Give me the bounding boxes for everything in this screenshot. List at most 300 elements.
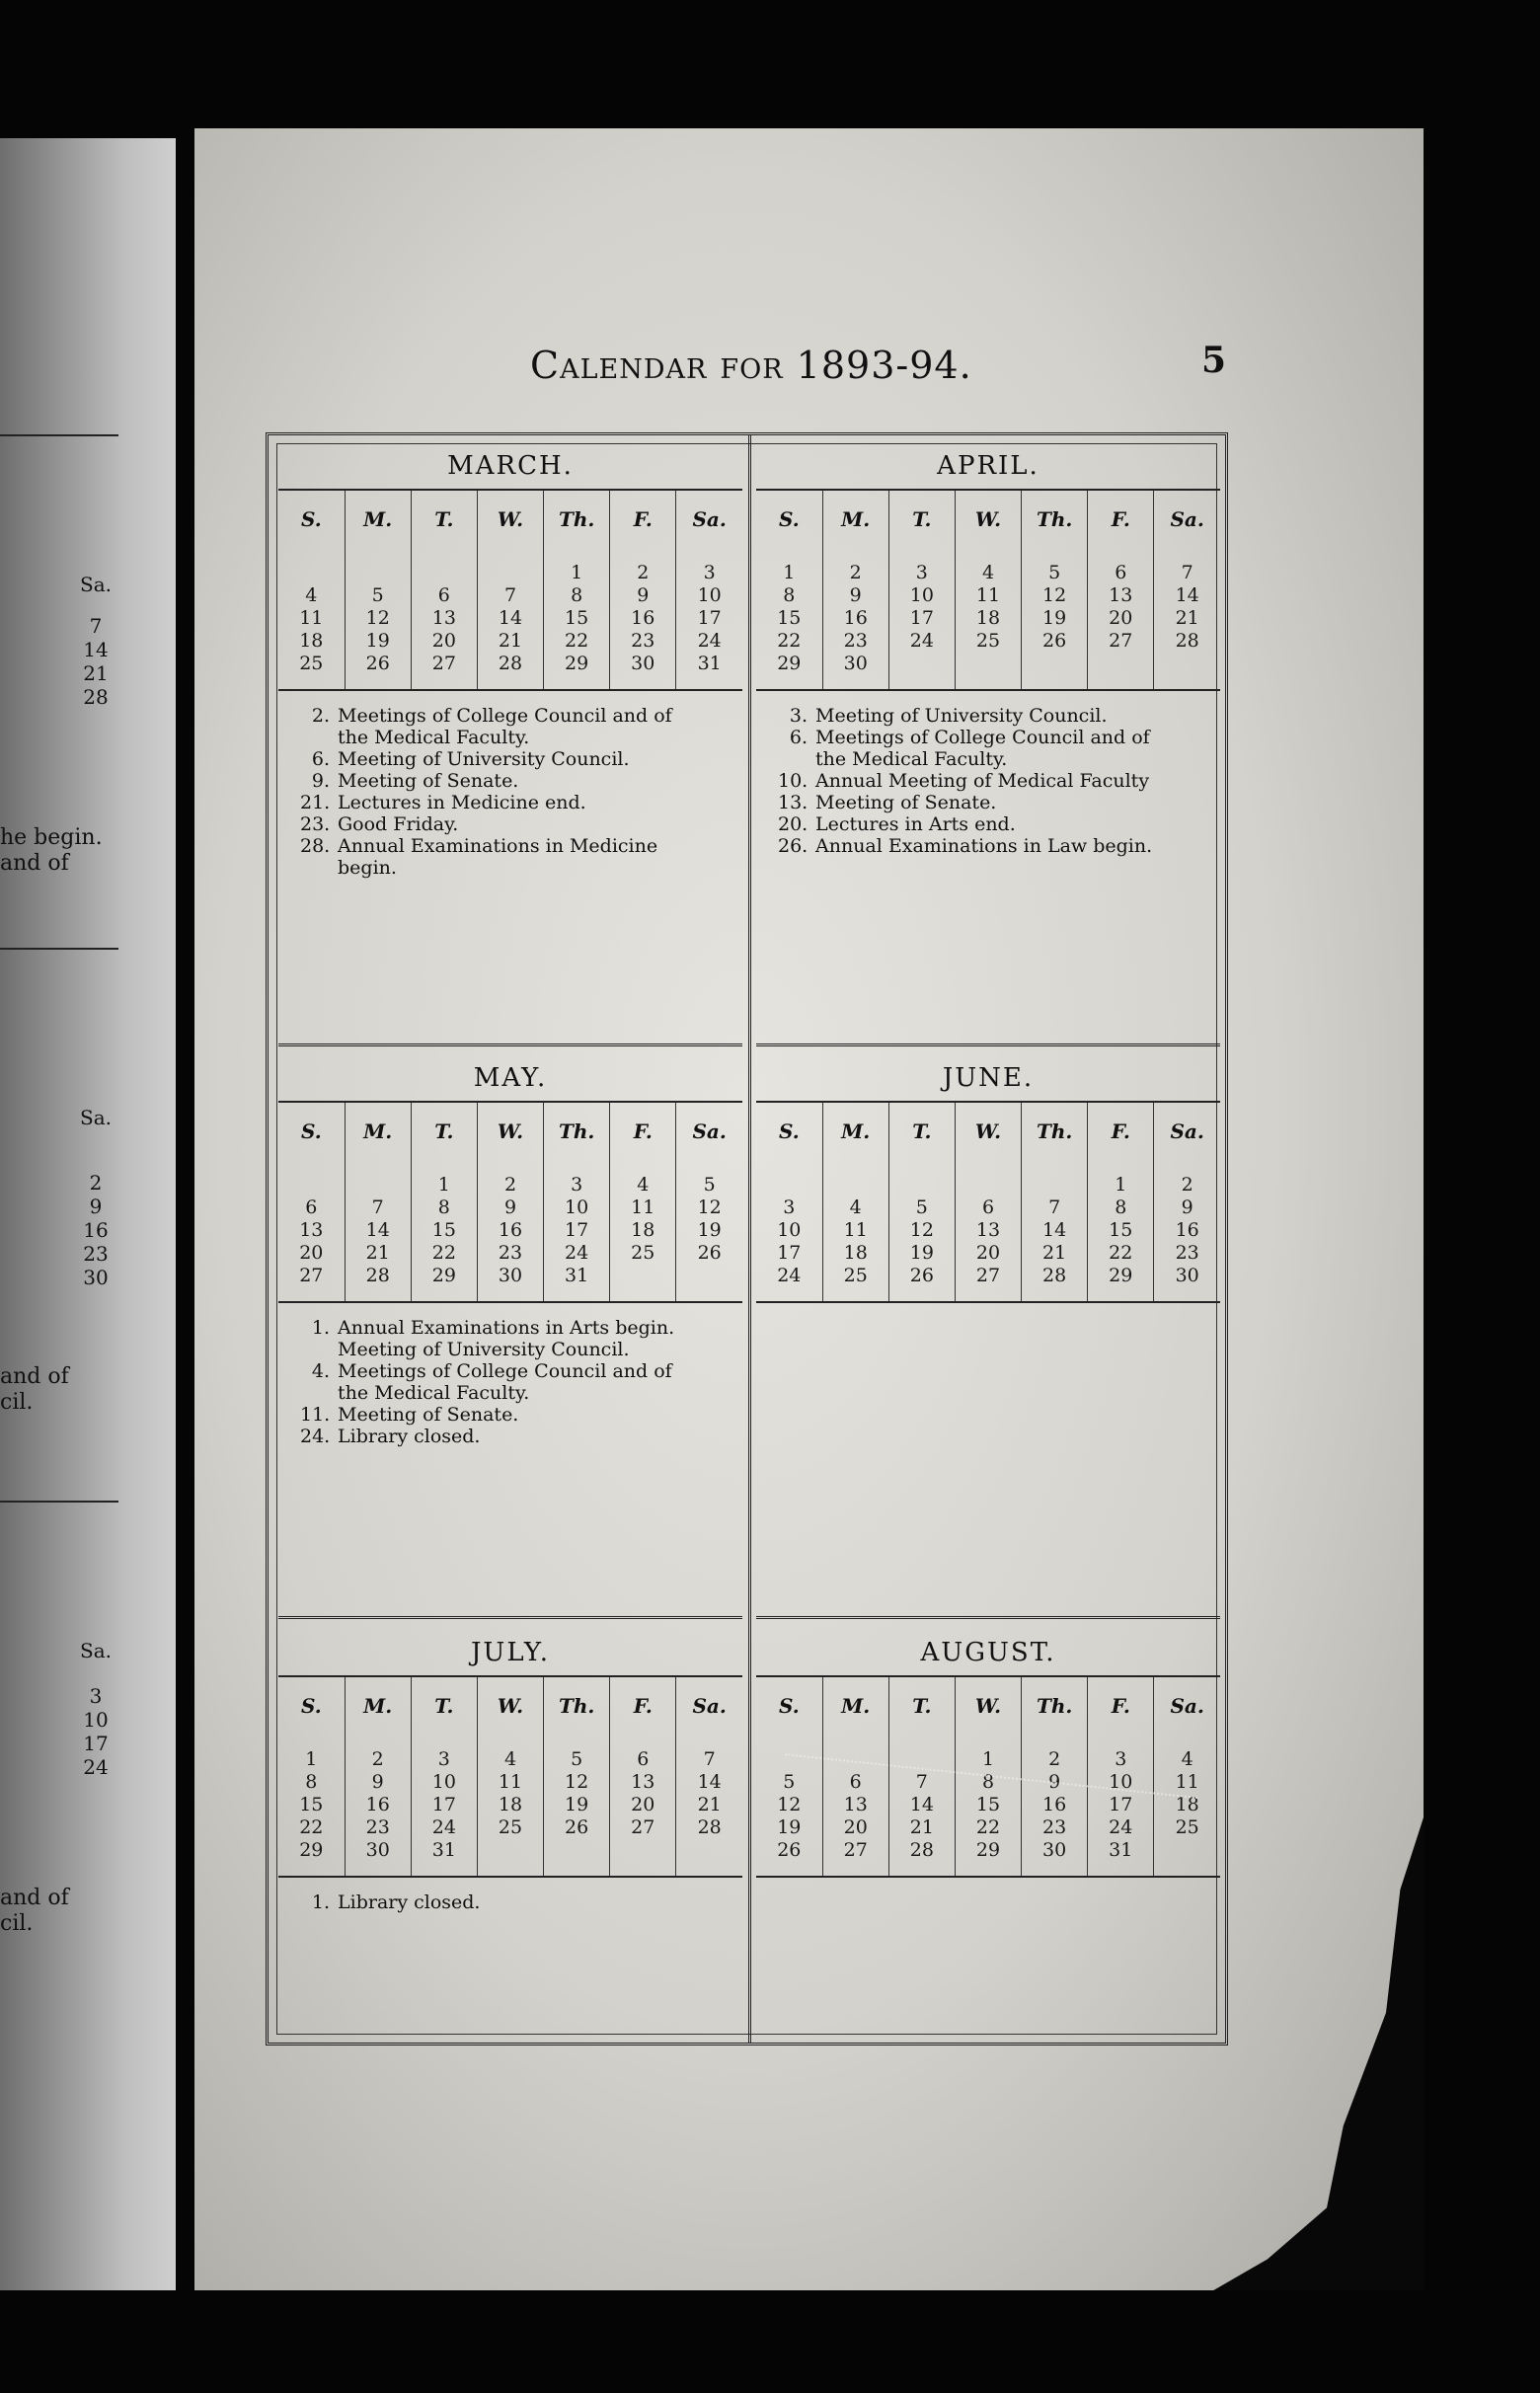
calendar-grid bbox=[278, 1675, 742, 1878]
week-row bbox=[756, 1265, 1220, 1287]
day-cell: 26 bbox=[1022, 630, 1088, 653]
left-sa-header-3: Sa. bbox=[80, 1639, 112, 1662]
weekday-header: S. bbox=[300, 1119, 322, 1143]
month-notes bbox=[278, 691, 742, 879]
day-cell: 12 bbox=[345, 607, 411, 630]
day-cell: 8 bbox=[544, 584, 610, 607]
day-cell: 25 bbox=[299, 653, 324, 674]
note-day: 24. bbox=[300, 1426, 331, 1447]
day-cell: 2 bbox=[1154, 1174, 1220, 1196]
weekday-header: Sa. bbox=[676, 490, 742, 548]
left-day: 28 bbox=[83, 685, 109, 709]
left-note-fragment: and of bbox=[0, 1364, 69, 1389]
day-cell: 27 bbox=[1088, 630, 1154, 653]
day-cell: 4 bbox=[822, 1196, 888, 1219]
calendar-page bbox=[194, 128, 1424, 2290]
note-text: Annual Examinations in Medicine bbox=[338, 835, 658, 857]
day-cell: 17 bbox=[777, 1242, 802, 1264]
day-cell: 10 bbox=[676, 584, 742, 607]
month-notes bbox=[756, 691, 1220, 857]
day-cell: 3 bbox=[783, 1196, 796, 1218]
day-cell: 3 bbox=[411, 1748, 477, 1771]
weekday-header: T. bbox=[411, 1676, 477, 1735]
day-cell: 30 bbox=[477, 1265, 543, 1287]
weekday-header: S. bbox=[778, 507, 800, 531]
weekday-header: Th. bbox=[544, 1102, 610, 1160]
day-cell bbox=[544, 1839, 610, 1862]
day-cell: 21 bbox=[477, 630, 543, 653]
day-cell: 28 bbox=[676, 1816, 742, 1839]
day-cell: 29 bbox=[1088, 1265, 1154, 1287]
weekday-header: Th. bbox=[1022, 1102, 1088, 1160]
calendar-grid bbox=[278, 1101, 742, 1303]
left-day: 24 bbox=[83, 1755, 109, 1779]
month-march bbox=[278, 443, 742, 879]
week-row bbox=[278, 1794, 742, 1816]
day-cell: 11 bbox=[477, 1771, 543, 1794]
day-cell bbox=[411, 562, 477, 584]
week-row bbox=[756, 1174, 1220, 1196]
weekday-header: S. bbox=[300, 507, 322, 531]
day-cell: 29 bbox=[955, 1839, 1021, 1862]
day-cell: 6 bbox=[1088, 562, 1154, 584]
day-cell: 24 bbox=[888, 630, 955, 653]
day-cell: 29 bbox=[544, 653, 610, 675]
weekday-header: F. bbox=[1088, 1676, 1154, 1735]
weekday-header: W. bbox=[955, 1676, 1021, 1735]
weekday-header: W. bbox=[955, 490, 1021, 548]
note-text: Meeting of Senate. bbox=[815, 792, 997, 813]
week-row bbox=[756, 1196, 1220, 1219]
day-cell: 18 bbox=[610, 1219, 676, 1242]
day-cell: 7 bbox=[1022, 1196, 1088, 1219]
weekday-header: T. bbox=[888, 1102, 955, 1160]
left-day: 10 bbox=[83, 1708, 109, 1732]
day-cell: 24 bbox=[544, 1242, 610, 1265]
day-cell: 16 bbox=[822, 607, 888, 630]
week-row bbox=[278, 1265, 742, 1287]
day-cell bbox=[955, 653, 1021, 675]
weekday-header: F. bbox=[1088, 1102, 1154, 1160]
day-cell: 9 bbox=[822, 584, 888, 607]
week-row bbox=[278, 653, 742, 675]
day-cell: 5 bbox=[676, 1174, 742, 1196]
day-cell: 9 bbox=[610, 584, 676, 607]
left-sa-header-2: Sa. bbox=[80, 1106, 112, 1129]
note-text: Meetings of College Council and of bbox=[338, 705, 672, 727]
day-cell: 12 bbox=[1022, 584, 1088, 607]
day-cell: 11 bbox=[610, 1196, 676, 1219]
day-cell: 28 bbox=[1154, 630, 1220, 653]
day-cell: 10 bbox=[544, 1196, 610, 1219]
day-cell: 10 bbox=[888, 584, 955, 607]
note-text: Meeting of Senate. bbox=[338, 770, 519, 792]
day-cell: 2 bbox=[610, 562, 676, 584]
note-item bbox=[778, 835, 1220, 857]
day-cell: 8 bbox=[1088, 1196, 1154, 1219]
month-title: APRIL. bbox=[937, 451, 1040, 481]
month-july bbox=[278, 1630, 742, 1913]
note-day: 6. bbox=[311, 748, 330, 770]
weekday-header: M. bbox=[345, 490, 411, 548]
note-continuation: begin. bbox=[338, 857, 397, 879]
day-cell bbox=[345, 1174, 411, 1196]
month-april bbox=[756, 443, 1220, 857]
day-cell: 15 bbox=[411, 1219, 477, 1242]
torn-corner bbox=[1196, 1787, 1424, 2290]
day-cell: 5 bbox=[888, 1196, 955, 1219]
day-cell: 15 bbox=[1088, 1219, 1154, 1242]
day-cell bbox=[1154, 1839, 1220, 1862]
day-cell bbox=[278, 562, 345, 584]
day-cell: 1 bbox=[955, 1748, 1021, 1771]
day-cell bbox=[822, 1174, 888, 1196]
left-notes-1 bbox=[0, 825, 103, 877]
weekday-header: M. bbox=[345, 1102, 411, 1160]
month-notes bbox=[278, 1303, 742, 1447]
day-cell: 5 bbox=[345, 584, 411, 607]
week-row bbox=[756, 584, 1220, 607]
day-cell: 21 bbox=[676, 1794, 742, 1816]
day-cell: 19 bbox=[676, 1219, 742, 1242]
day-cell: 21 bbox=[1022, 1242, 1088, 1265]
day-cell bbox=[477, 562, 543, 584]
day-cell: 5 bbox=[1022, 562, 1088, 584]
note-item bbox=[300, 748, 742, 770]
weekday-header: F. bbox=[610, 1676, 676, 1735]
day-cell: 1 bbox=[783, 562, 796, 583]
left-notes-3 bbox=[0, 1886, 69, 1937]
day-cell: 23 bbox=[345, 1816, 411, 1839]
day-cell: 24 bbox=[411, 1816, 477, 1839]
note-text: Annual Examinations in Law begin. bbox=[815, 835, 1153, 857]
weekday-header: Sa. bbox=[1154, 1676, 1220, 1735]
week-row bbox=[756, 1839, 1220, 1862]
left-day: 16 bbox=[83, 1218, 109, 1242]
day-cell: 4 bbox=[1154, 1748, 1220, 1771]
day-cell: 26 bbox=[676, 1242, 742, 1265]
note-item bbox=[300, 1360, 742, 1382]
day-cell: 13 bbox=[955, 1219, 1021, 1242]
day-cell: 25 bbox=[610, 1242, 676, 1265]
weekday-header: S. bbox=[778, 1694, 800, 1718]
left-note-fragment: he begin. bbox=[0, 825, 103, 850]
day-cell: 29 bbox=[777, 653, 802, 674]
day-cell: 27 bbox=[955, 1265, 1021, 1287]
day-cell: 21 bbox=[888, 1816, 955, 1839]
weekday-header: M. bbox=[345, 1676, 411, 1735]
day-cell: 24 bbox=[777, 1265, 802, 1286]
left-note-fragment: and of bbox=[0, 851, 69, 876]
day-cell: 12 bbox=[544, 1771, 610, 1794]
note-text: Library closed. bbox=[338, 1426, 481, 1447]
left-day: 9 bbox=[89, 1195, 103, 1218]
weekday-header: M. bbox=[822, 490, 888, 548]
note-day: 4. bbox=[311, 1360, 330, 1382]
weekday-header: T. bbox=[888, 490, 955, 548]
day-cell: 16 bbox=[1022, 1794, 1088, 1816]
day-cell: 10 bbox=[411, 1771, 477, 1794]
day-cell: 20 bbox=[411, 630, 477, 653]
day-cell: 14 bbox=[1022, 1219, 1088, 1242]
week-row bbox=[278, 1816, 742, 1839]
day-cell: 23 bbox=[1154, 1242, 1220, 1265]
weekday-header: S. bbox=[300, 1694, 322, 1718]
day-cell: 22 bbox=[1088, 1242, 1154, 1265]
note-day: 21. bbox=[300, 792, 331, 813]
day-cell bbox=[610, 1265, 676, 1287]
day-cell: 9 bbox=[477, 1196, 543, 1219]
calendar-grid bbox=[278, 489, 742, 691]
left-col-3 bbox=[22, 1684, 170, 1779]
day-cell: 22 bbox=[544, 630, 610, 653]
day-cell: 6 bbox=[305, 1196, 318, 1218]
weekday-header: T. bbox=[888, 1676, 955, 1735]
day-cell: 19 bbox=[345, 630, 411, 653]
day-cell: 14 bbox=[888, 1794, 955, 1816]
day-cell: 10 bbox=[1088, 1771, 1154, 1794]
day-cell bbox=[676, 1265, 742, 1287]
note-day: 11. bbox=[300, 1404, 331, 1426]
day-cell: 19 bbox=[888, 1242, 955, 1265]
day-cell: 28 bbox=[345, 1265, 411, 1287]
day-cell: 21 bbox=[1154, 607, 1220, 630]
week-row bbox=[278, 630, 742, 653]
day-cell: 13 bbox=[610, 1771, 676, 1794]
day-cell: 20 bbox=[1088, 607, 1154, 630]
day-cell: 29 bbox=[411, 1265, 477, 1287]
day-cell: 26 bbox=[777, 1839, 802, 1861]
note-day: 13. bbox=[778, 792, 808, 813]
day-cell: 5 bbox=[544, 1748, 610, 1771]
weekday-header: S. bbox=[778, 1119, 800, 1143]
weekday-header: F. bbox=[1088, 490, 1154, 548]
note-item bbox=[300, 835, 742, 857]
note-day: 23. bbox=[300, 813, 331, 835]
day-cell: 23 bbox=[477, 1242, 543, 1265]
day-cell: 1 bbox=[305, 1748, 318, 1770]
day-cell: 13 bbox=[411, 607, 477, 630]
day-cell: 14 bbox=[477, 607, 543, 630]
note-item bbox=[300, 705, 742, 727]
day-cell bbox=[955, 1174, 1021, 1196]
day-cell bbox=[1022, 653, 1088, 675]
left-day: 2 bbox=[89, 1171, 103, 1195]
note-text: Lectures in Arts end. bbox=[815, 813, 1016, 835]
note-continuation: the Medical Faculty. bbox=[815, 748, 1008, 770]
day-cell: 6 bbox=[610, 1748, 676, 1771]
day-cell: 17 bbox=[1088, 1794, 1154, 1816]
day-cell: 25 bbox=[1154, 1816, 1220, 1839]
day-cell: 8 bbox=[411, 1196, 477, 1219]
day-cell: 6 bbox=[822, 1771, 888, 1794]
day-cell: 9 bbox=[1154, 1196, 1220, 1219]
week-row bbox=[756, 630, 1220, 653]
week-row bbox=[756, 1242, 1220, 1265]
day-cell: 14 bbox=[676, 1771, 742, 1794]
day-cell: 22 bbox=[955, 1816, 1021, 1839]
day-cell: 24 bbox=[1088, 1816, 1154, 1839]
day-cell bbox=[1154, 653, 1220, 675]
note-day: 10. bbox=[778, 770, 808, 792]
weekday-header: T. bbox=[411, 1102, 477, 1160]
page-header bbox=[194, 340, 1424, 393]
day-cell: 4 bbox=[610, 1174, 676, 1196]
weekday-header: M. bbox=[822, 1102, 888, 1160]
weekday-header: Th. bbox=[1022, 1676, 1088, 1735]
week-row bbox=[756, 562, 1220, 584]
day-cell bbox=[888, 1174, 955, 1196]
note-text: Annual Meeting of Medical Faculty bbox=[815, 770, 1150, 792]
note-text: Meetings of College Council and of bbox=[815, 727, 1150, 748]
left-day: 21 bbox=[83, 661, 109, 685]
column-divider bbox=[748, 435, 751, 2043]
day-cell bbox=[1022, 1174, 1088, 1196]
month-june bbox=[756, 1055, 1220, 1317]
page-number: 5 bbox=[1201, 340, 1227, 381]
day-cell: 25 bbox=[822, 1265, 888, 1287]
day-cell: 24 bbox=[676, 630, 742, 653]
left-notes-2 bbox=[0, 1364, 69, 1416]
day-cell: 7 bbox=[477, 584, 543, 607]
day-cell: 17 bbox=[888, 607, 955, 630]
week-row bbox=[756, 607, 1220, 630]
day-cell: 11 bbox=[299, 607, 324, 629]
note-item bbox=[300, 770, 742, 792]
day-cell: 7 bbox=[888, 1771, 955, 1794]
day-cell: 23 bbox=[610, 630, 676, 653]
note-day: 3. bbox=[789, 705, 808, 727]
note-text: Good Friday. bbox=[338, 813, 459, 835]
calendar-grid bbox=[756, 489, 1220, 691]
day-cell: 5 bbox=[783, 1771, 796, 1793]
weekday-header: F. bbox=[610, 490, 676, 548]
left-day: 7 bbox=[89, 614, 103, 638]
day-cell: 26 bbox=[888, 1265, 955, 1287]
day-cell: 8 bbox=[305, 1771, 318, 1793]
day-cell: 2 bbox=[477, 1174, 543, 1196]
day-cell: 3 bbox=[1088, 1748, 1154, 1771]
note-item bbox=[778, 813, 1220, 835]
left-day: 3 bbox=[89, 1684, 103, 1708]
day-cell: 27 bbox=[822, 1839, 888, 1862]
day-cell: 31 bbox=[676, 653, 742, 675]
note-item bbox=[300, 1317, 742, 1339]
day-cell: 13 bbox=[822, 1794, 888, 1816]
day-cell: 30 bbox=[345, 1839, 411, 1862]
day-cell: 23 bbox=[1022, 1816, 1088, 1839]
day-cell: 17 bbox=[544, 1219, 610, 1242]
day-cell: 3 bbox=[888, 562, 955, 584]
day-cell: 22 bbox=[299, 1816, 324, 1838]
day-cell bbox=[1088, 653, 1154, 675]
day-cell: 11 bbox=[955, 584, 1021, 607]
day-cell: 12 bbox=[888, 1219, 955, 1242]
day-cell: 15 bbox=[299, 1794, 324, 1815]
day-cell: 13 bbox=[299, 1219, 324, 1241]
day-cell: 9 bbox=[1022, 1771, 1088, 1794]
note-item bbox=[778, 770, 1220, 792]
day-cell: 27 bbox=[299, 1265, 324, 1286]
day-cell: 1 bbox=[1088, 1174, 1154, 1196]
note-item bbox=[300, 1404, 742, 1426]
weekday-header: Sa. bbox=[676, 1102, 742, 1160]
note-day: 1. bbox=[311, 1317, 330, 1339]
week-row bbox=[278, 607, 742, 630]
day-cell: 7 bbox=[1154, 562, 1220, 584]
day-cell bbox=[610, 1839, 676, 1862]
month-title: MARCH. bbox=[447, 451, 574, 481]
note-item bbox=[300, 792, 742, 813]
day-cell: 2 bbox=[822, 562, 888, 584]
week-row bbox=[278, 1174, 742, 1196]
day-cell: 15 bbox=[544, 607, 610, 630]
week-row bbox=[278, 562, 742, 584]
left-col-1 bbox=[22, 614, 170, 709]
day-cell bbox=[345, 562, 411, 584]
week-row bbox=[278, 1771, 742, 1794]
day-cell: 31 bbox=[1088, 1839, 1154, 1862]
note-text: Meeting of Senate. bbox=[338, 1404, 519, 1426]
left-note-fragment: cil. bbox=[0, 1911, 34, 1936]
note-day: 2. bbox=[311, 705, 330, 727]
weekday-header: Sa. bbox=[1154, 1102, 1220, 1160]
day-cell: 14 bbox=[1154, 584, 1220, 607]
day-cell: 15 bbox=[777, 607, 802, 629]
note-day: 6. bbox=[789, 727, 808, 748]
day-cell bbox=[888, 653, 955, 675]
day-cell: 28 bbox=[1022, 1265, 1088, 1287]
note-text: Meetings of College Council and of bbox=[338, 1360, 672, 1382]
month-notes bbox=[756, 1878, 1220, 1891]
day-cell: 6 bbox=[955, 1196, 1021, 1219]
weekday-header: F. bbox=[610, 1102, 676, 1160]
day-cell: 17 bbox=[676, 607, 742, 630]
day-cell: 14 bbox=[345, 1219, 411, 1242]
day-cell: 30 bbox=[1022, 1839, 1088, 1862]
note-item bbox=[300, 1891, 742, 1913]
weekday-header: M. bbox=[822, 1676, 888, 1735]
note-day: 28. bbox=[300, 835, 331, 857]
calendar-frame bbox=[266, 432, 1228, 2046]
day-cell: 19 bbox=[1022, 607, 1088, 630]
weekday-header: Sa. bbox=[676, 1676, 742, 1735]
weekday-header: Th. bbox=[544, 1676, 610, 1735]
left-col-2 bbox=[22, 1171, 170, 1289]
day-cell: 31 bbox=[411, 1839, 477, 1862]
day-cell: 16 bbox=[345, 1794, 411, 1816]
week-row bbox=[756, 1219, 1220, 1242]
note-continuation: Meeting of University Council. bbox=[338, 1339, 630, 1360]
note-item bbox=[300, 813, 742, 835]
week-row bbox=[756, 653, 1220, 675]
day-cell bbox=[278, 1174, 345, 1196]
day-cell: 20 bbox=[610, 1794, 676, 1816]
day-cell: 30 bbox=[1154, 1265, 1220, 1287]
note-continuation: the Medical Faculty. bbox=[338, 727, 530, 748]
day-cell: 15 bbox=[955, 1794, 1021, 1816]
week-row bbox=[278, 1839, 742, 1862]
week-row bbox=[278, 1219, 742, 1242]
month-notes bbox=[756, 1303, 1220, 1317]
left-note-fragment: cil. bbox=[0, 1390, 34, 1415]
day-cell: 13 bbox=[1088, 584, 1154, 607]
note-item bbox=[778, 705, 1220, 727]
day-cell: 23 bbox=[822, 630, 888, 653]
facing-page-fragment bbox=[0, 138, 176, 2290]
day-cell: 9 bbox=[345, 1771, 411, 1794]
day-cell: 20 bbox=[299, 1242, 324, 1264]
